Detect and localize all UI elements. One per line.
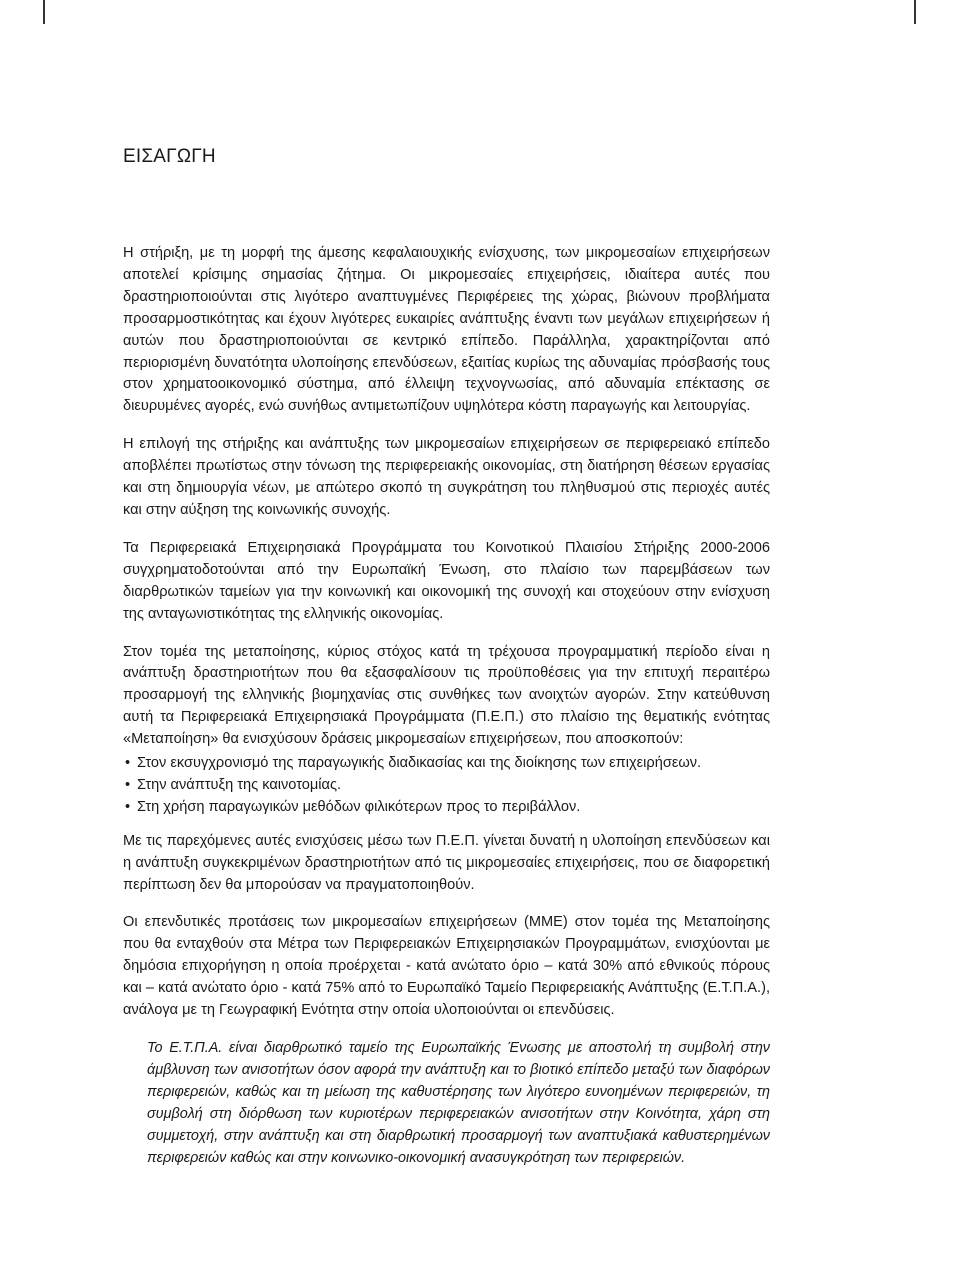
list-item: • Στη χρήση παραγωγικών μεθόδων φιλικότερων προς το περιβάλλον. [123, 797, 770, 819]
list-item: • Στην ανάπτυξη της καινοτομίας. [123, 775, 770, 797]
document-body [123, 243, 770, 1169]
crop-mark-right [914, 0, 916, 24]
paragraph-intro: Η στήριξη, με τη μορφή της άμεσης κεφαλαιουχικής ενίσχυσης, των μικρομεσαίων επιχειρήσεων αποτελεί κρίσιμης σημασίας ζήτημα. Οι μικρομεσαίες επιχειρήσεις, ιδιαίτερα αυτές που δραστηριοποιούνται στις λιγότερο αναπτυγμένες Περιφέρειες της χώρας, βιώνουν προβλήματα προσαρμοστικότητας και έχουν λιγότερες ευκαιρίες ανάπτυξης έναντι των μεγάλων επιχειρήσεων ή αυτών που δραστηριοποιούνται σε κεντρικό επίπεδο. Παράλληλα, χαρακτηρίζονται από περιορισμένη δυνατότητα υλοποίησης επενδύσεων, εξαιτίας κυρίως της αδυναμίας πρόσβασής τους στον χρηματοοικονομικό σύστημα, από έλλειψη τεχνογνωσίας, από αδυναμία επέκτασης σε διευρυμένες αγορές, ενώ συνήθως αντιμετωπίζουν υψηλότερα κόστη παραγωγής και λειτουργίας. [123, 245, 770, 415]
page-title: ΕΙΣΑΓΩΓΗ [123, 146, 216, 167]
paragraph-regional-support: Η επιλογή της στήριξης και ανάπτυξης των μικρομεσαίων επιχειρήσεων σε περιφερειακό επίπεδο αποβλέπει πρωτίστως στην τόνωση της περιφερειακής οικονομίας, στη διατήρηση θέσεων εργασίας και στη δημιουργία νέων, με απώτερο σκοπό τη συγκράτηση του πληθυσμού στις περιοχές αυτές και στην αύξηση της κοινωνικής συνοχής. [123, 436, 770, 518]
paragraph-operational-programmes: Τα Περιφερειακά Επιχειρησιακά Προγράμματα του Κοινοτικού Πλαισίου Στήριξης 2000-2006 συγχρηματοδοτούνται από την Ευρωπαϊκή Ένωση, στο πλαίσιο των παρεμβάσεων των διαρθρωτικών ταμείων για την κοινωνική και οικονομική της συνοχή και στοχεύουν στην ενίσχυση της ανταγωνιστικότητας της ελληνικής οικονομίας. [123, 539, 770, 622]
goals-list [123, 753, 770, 819]
list-item: • Στον εκσυγχρονισμό της παραγωγικής διαδικασίας και της διοίκησης των επιχειρήσεων. [123, 753, 770, 775]
paragraph-investments: Με τις παρεχόμενες αυτές ενισχύσεις μέσω των Π.Ε.Π. γίνεται δυνατή η υλοποίηση επενδύσεων και η ανάπτυξη συγκεκριμένων δραστηριοτήτων από τις μικρομεσαίες επιχειρήσεις, που σε διαφορετική περίπτωση δεν θα μπορούσαν να πραγματοποιηθούν. [123, 832, 770, 893]
crop-mark-left [43, 0, 45, 24]
erdf-note: Το Ε.Τ.Π.Α. είναι διαρθρωτικό ταμείο της Ευρωπαϊκής Ένωσης με αποστολή τη συμβολή στην άμβλυνση των ανισοτήτων όσον αφορά την ανάπτυξη και το βιοτικό επίπεδο μεταξύ των διαφόρων περιφερειών, καθώς και τη μείωση της καθυστέρησης των λιγότερο ευνοημένων περιφερειών, τη συμβολή στη διόρθωση των κυριοτέρων περιφερειακών ανισοτήτων στην Κοινότητα, χάρη στη συμμετοχή, στην ανάπτυξη και στη διαρθρωτική προσαρμογή των αναπτυξιακά καθυστερημένων περιφερειών καθώς και στην κοινωνικο-οικονομική ανασυγκρότηση των περιφερειών. [147, 1040, 770, 1166]
paragraph-funding: Οι επενδυτικές προτάσεις των μικρομεσαίων επιχειρήσεων (ΜΜΕ) στον τομέα της Μεταποίησης που θα ενταχθούν στα Μέτρα των Περιφερειακών Επιχειρησιακών Προγραμμάτων, ενισχύονται με δημόσια επιχορήγηση η οποία προέρχεται - κατά ανώτατο όριο – κατά 30% από εθνικούς πόρους και – κατά ανώτατο όριο - κατά 75% από το Ευρωπαϊκό Ταμείο Περιφερειακής Ανάπτυξης (Ε.Τ.Π.Α.), ανάλογα με τη Γεωγραφική Ενότητα στην οποία υλοποιούνται οι επενδύσεις. [123, 914, 770, 1019]
paragraph-manufacturing: Στον τομέα της μεταποίησης, κύριος στόχος κατά τη τρέχουσα προγραμματική περίοδο είναι η ανάπτυξη δραστηριοτήτων που θα εξασφαλίσουν τις προϋποθέσεις για την επιτυχή περαιτέρω προσαρμογή της ελληνικής βιομηχανίας στις συνθήκες των ανοιχτών αγορών. Στην κατεύθυνση αυτή τα Περιφερειακά Επιχειρησιακά Προγράμματα (Π.Ε.Π.) στο πλαίσιο της θεματικής ενότητας «Μεταποίηση» θα ενισχύσουν δράσεις μικρομεσαίων επιχειρήσεων, που αποσκοπούν: [123, 643, 770, 748]
